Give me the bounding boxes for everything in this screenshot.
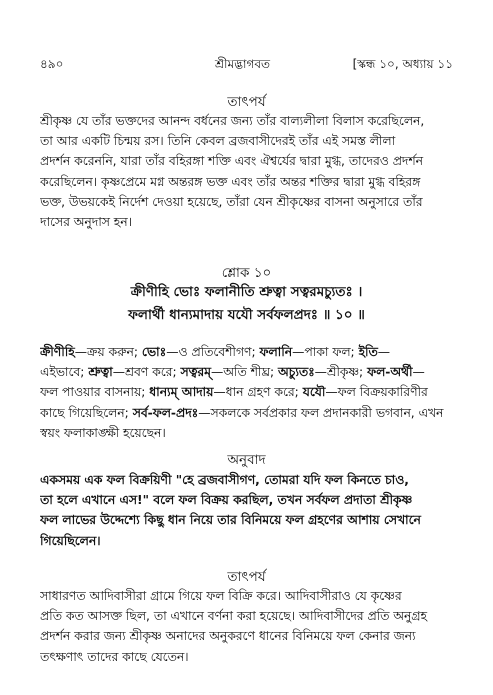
synonym-gloss: — (412, 365, 425, 380)
synonym-line (40, 423, 454, 443)
verse-line: ফলার্থী ধান্যমাদায় যযৌ সর্বফলপ্রদঃ ॥ ১০ ॥ (128, 307, 365, 323)
page-header (0, 56, 493, 76)
text-line: করেছিলেন। কৃষ্ণপ্রেমে মগ্ন অন্তরঙ্গ ভক্ত এবং তাঁর অন্তর শক্তির দ্বারা মুগ্ধ বহিরঙ্গ (40, 174, 421, 189)
synonym-gloss: —ক্রয় করুন; (74, 345, 142, 359)
synonym-term: ইতি (358, 345, 378, 359)
synonym-gloss: ফল পাওয়ার বাসনায়; (40, 385, 150, 400)
synonym-gloss: — (377, 345, 391, 359)
translation-heading: অনুবাদ (227, 452, 266, 468)
section-reference: [স্কন্ধ ১০, অধ্যায় ১১ (352, 57, 453, 71)
synonym-term: ফলানি (259, 345, 293, 359)
synonym-term: অচ্যুতঃ (278, 365, 315, 380)
synonym-line (40, 382, 454, 402)
verse-line: ক্রীণীহি ভোঃ ফলানীতি শ্রুত্বা সত্বরমচ্যুতঃ । (130, 284, 363, 300)
synonym-gloss: স্বয়ং ফলাকাঙ্ক্ষী হয়েছেন। (40, 425, 166, 440)
text-line: তা হলে এখানে এস!" বলে ফল বিক্রয় করছিল, তখন সর্বফল প্রদাতা শ্রীকৃষ্ণ (40, 493, 413, 508)
synonym-gloss: —ফল বিক্রয়কারিণীর (325, 385, 428, 400)
text-line: প্রদর্শন করেননি, যারা তাঁর বহিরঙ্গা শক্তি এবং ঐশ্বর্যের দ্বারা মুগ্ধ, তাদেরও প্রদর্শন (40, 154, 423, 169)
page-number: ৪৯০ (40, 57, 64, 71)
purport-heading: তাৎপর্য (227, 94, 266, 110)
synonym-gloss: —সকলকে সর্বপ্রকার ফল প্রদানকারী ভগবান, এখন (198, 405, 444, 420)
purport-paragraph (40, 111, 454, 232)
synonym-line (40, 342, 454, 362)
purport-heading: তাৎপর্য (227, 569, 266, 585)
text-line: তা আর একটি চিন্ময় রস। তিনি কেবল ব্রজবাসীদেরই তাঁর এই সমস্ত লীলা (40, 134, 396, 149)
synonym-term: ক্রীণীহি (40, 345, 75, 359)
synonym-gloss: —শ্রীকৃষ্ণ; (314, 365, 368, 380)
purport-paragraph (40, 586, 454, 667)
synonym-term: যযৌ (302, 385, 326, 400)
synonym-term: ধান্যম্ আদায় (149, 385, 214, 400)
text-line: একসময় এক ফল বিক্রয়িণী "হে ব্রজবাসীগণ, তোমরা যদি ফল কিনতে চাও, (40, 473, 409, 487)
verse-heading: শ্লোক ১০ (221, 265, 272, 281)
text-line: প্রতি কত আসক্ত ছিল, তা এখানে বর্ণনা করা হয়েছে। আদিবাসীদের প্রতি অনুগ্রহ (40, 609, 427, 624)
text-line: শ্রীকৃষ্ণ যে তাঁর ভক্তদের আনন্দ বর্ধনের জন্য তাঁর বাল্যলীলা বিলাস করেছিলেন, (40, 114, 425, 128)
text-line: তৎক্ষণাৎ তাদের কাছে যেতেন। (40, 649, 189, 664)
synonym-gloss: —অতি শীঘ্র; (210, 365, 279, 380)
text-line: ভক্ত, উভয়কেই নির্দেশ দেওয়া হয়েছে, তাঁরা যেন শ্রীকৃষ্ণের বাসনা অনুসারে তাঁর (40, 194, 423, 209)
synonym-term: সত্বরম্ (180, 365, 211, 380)
synonym-gloss: এইভাবে; (40, 365, 89, 380)
synonym-term: সর্ব-ফল-প্রদঃ (132, 405, 199, 420)
synonym-term: শ্রুত্বা (88, 365, 113, 380)
synonym-term: ফল-অর্থী (367, 365, 413, 380)
synonym-gloss: —ও প্রতিবেশীগণ; (166, 345, 260, 359)
translation-paragraph (40, 470, 454, 551)
synonym-term: ভোঃ (141, 345, 167, 359)
synonym-gloss: —পাকা ফল; (292, 345, 359, 359)
text-line: প্রদর্শন করার জন্য শ্রীকৃষ্ণ অনাদের অনুকরণে ধানের বিনিময়ে ফল কেনার জন্য (40, 629, 416, 644)
synonym-gloss: কাছে গিয়েছিলেন; (40, 405, 133, 420)
text-line: সাধারণত আদিবাসীরা গ্রামে গিয়ে ফল বিক্রি করে। আদিবাসীরাও যে কৃষ্ণের (40, 589, 402, 603)
synonyms-paragraph (40, 342, 454, 443)
synonym-line (40, 403, 454, 423)
synonym-gloss: —শ্রবণ করে; (112, 365, 181, 380)
running-title: শ্রীমদ্ভাগবত (215, 57, 271, 71)
text-line: ফল লাভের উদ্দেশ্যে কিছু ধান নিয়ে তার বিনিময়ে ফল গ্রহণের আশায় সেখানে (40, 513, 421, 528)
synonym-gloss: —ধান গ্রহণ করে; (213, 385, 303, 400)
synonym-line (40, 362, 454, 382)
text-line: গিয়েছিলেন। (40, 533, 101, 548)
text-line: দাসের অনুদাস হন। (40, 215, 133, 230)
verse-text (0, 281, 493, 327)
